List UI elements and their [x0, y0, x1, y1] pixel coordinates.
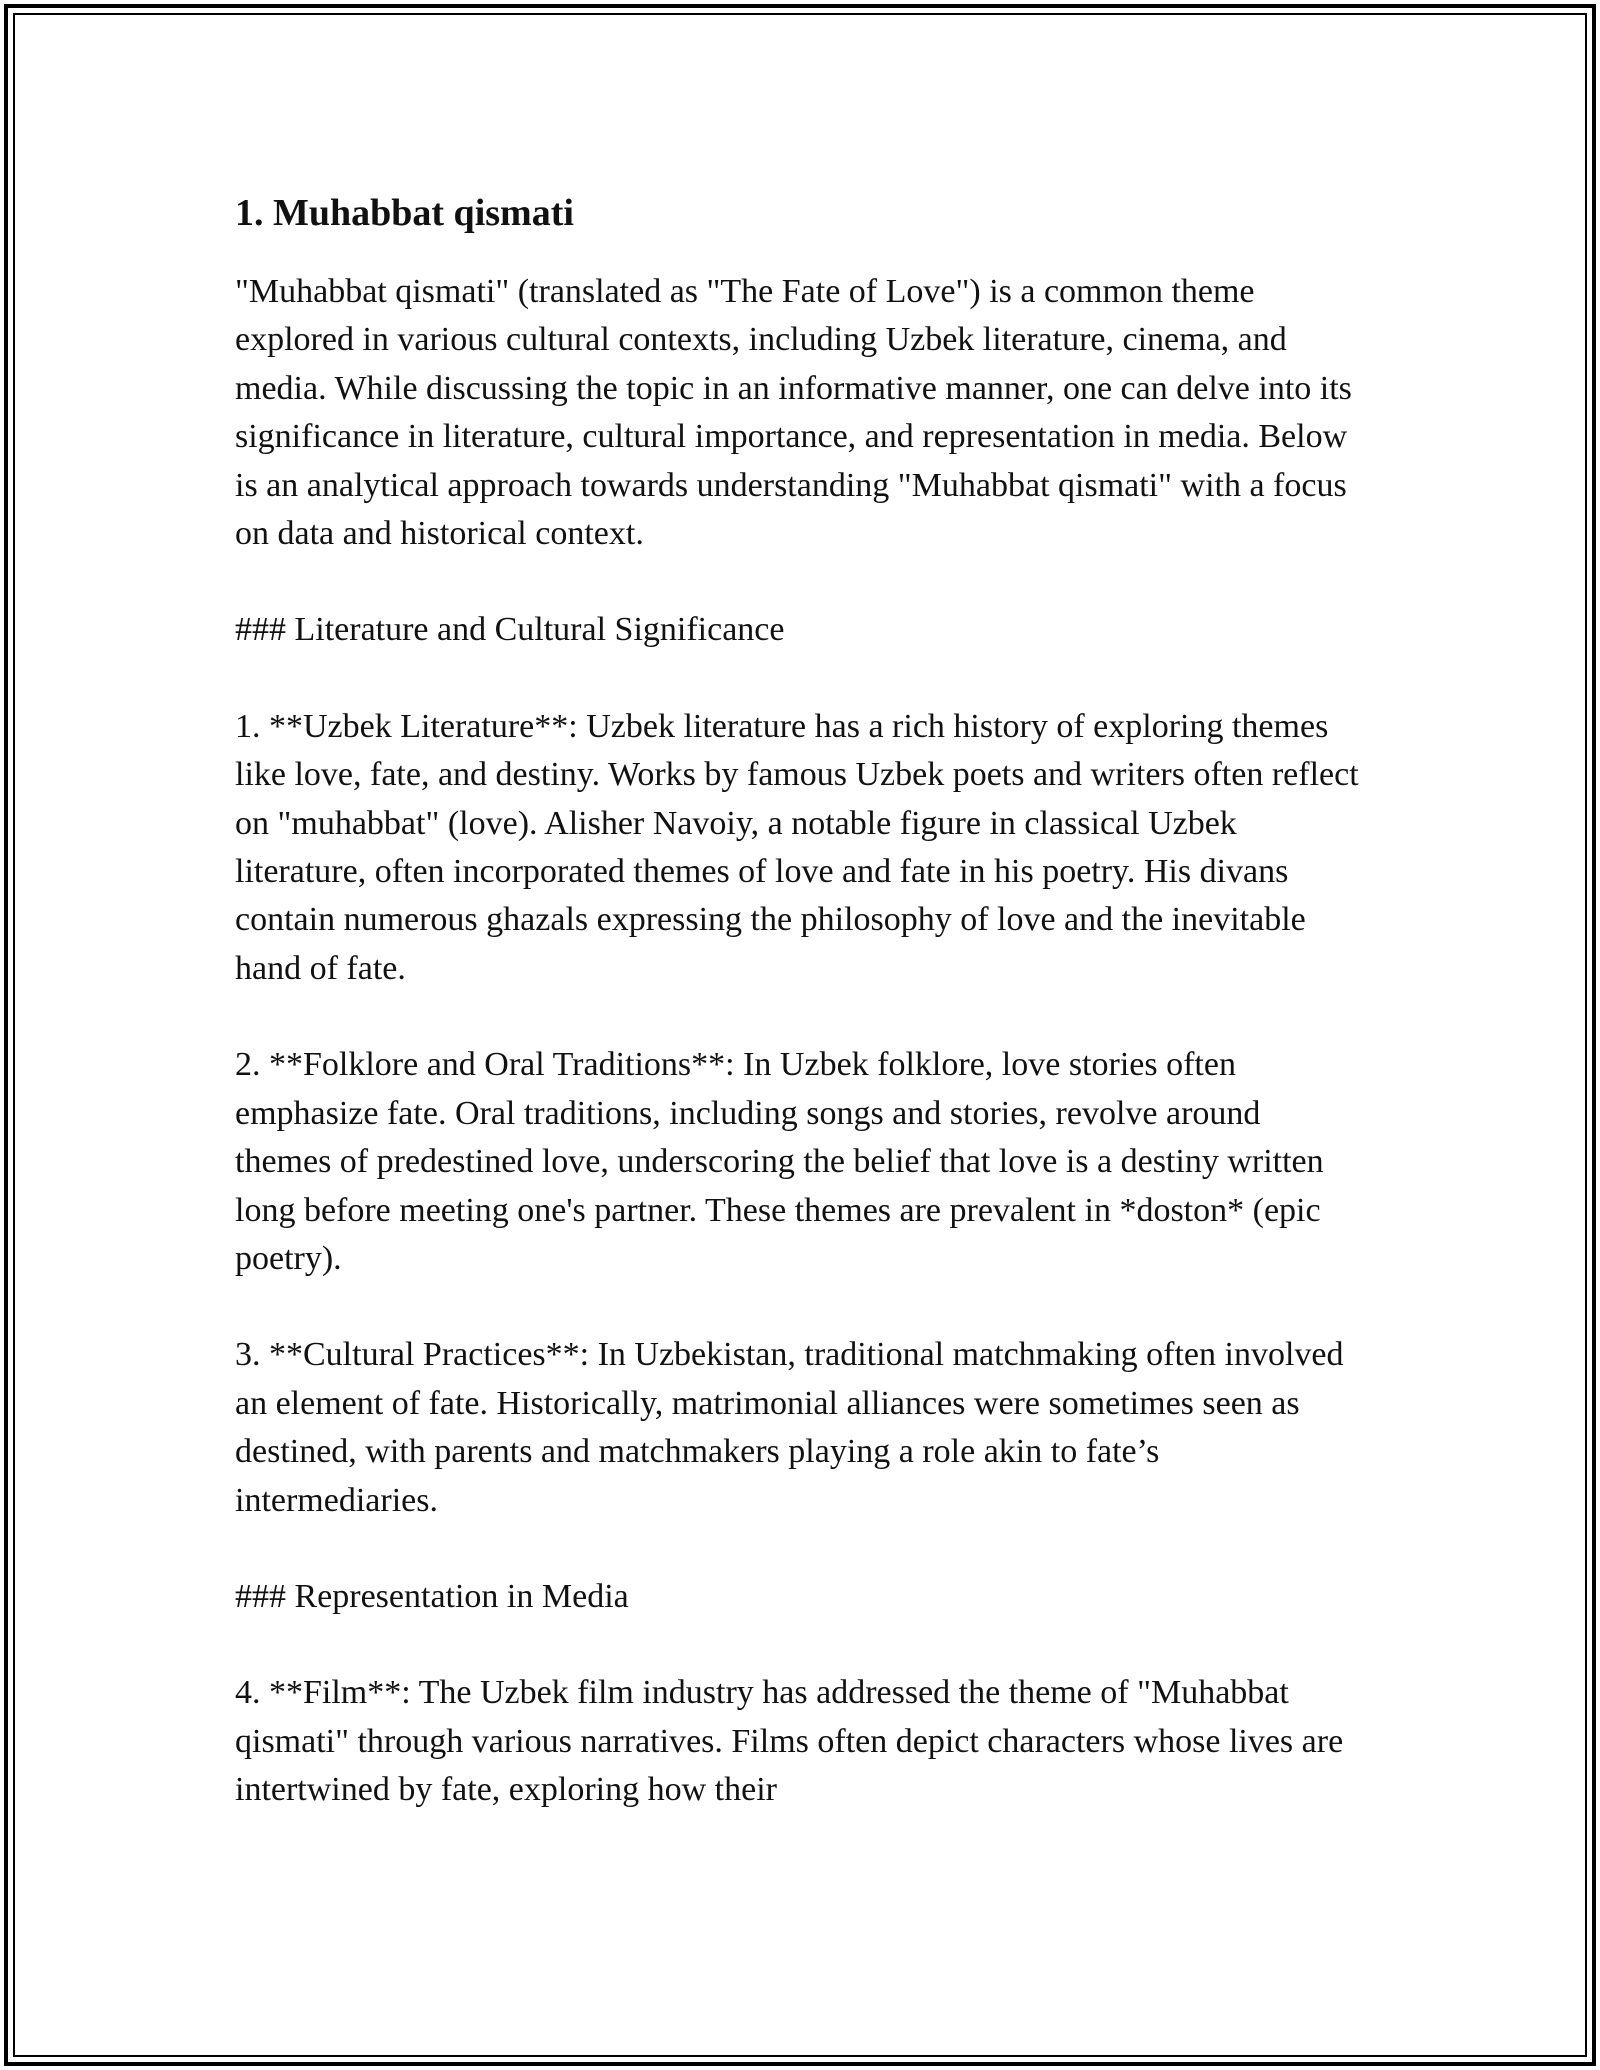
list-item-folklore: 2. **Folklore and Oral Traditions**: In Uzbek folklore, love stories often emphasize fate. Oral traditions, including songs and stories, revolve around themes of predestined love, underscoring the belief that love is a destiny written long before meeting one's partner. These themes are prevalent in *doston* (epic poetry). — [235, 1046, 1324, 1277]
document-body — [235, 188, 1365, 1863]
intro-paragraph: "Muhabbat qismati" (translated as "The Fate of Love") is a common theme explored in various cultural contexts, including Uzbek literature, cinema, and media. While discussing the topic in an informative manner, one can delve into its significance in literature, cultural importance, and representation in media. Below is an analytical approach towards understanding "Muhabbat qismati" with a focus on data and historical context. — [235, 273, 1352, 553]
list-item-cultural-practices: 3. **Cultural Practices**: In Uzbekistan, traditional matchmaking often involved an element of fate. Historically, matrimonial alliances were sometimes seen as destined, with parents and matchmakers playing a role akin to fate’s intermediaries. — [235, 1336, 1344, 1519]
list-item-uzbek-literature: 1. **Uzbek Literature**: Uzbek literature has a rich history of exploring themes like love, fate, and destiny. Works by famous Uzbek poets and writers often reflect on "muhabbat" (love). Alisher Navoiy, a notable figure in classical Uzbek literature, often incorporated themes of love and fate in his poetry. His divans contain numerous ghazals expressing the philosophy of love and the inevitable hand of fate. — [235, 707, 1359, 987]
list-item-film: 4. **Film**: The Uzbek film industry has addressed the theme of "Muhabbat qismati" through various narratives. Films often depict characters whose lives are intertwined by fate, exploring how their — [235, 1674, 1344, 1809]
section-heading-literature: ### Literature and Cultural Significance — [235, 611, 785, 649]
document-title: 1. Muhabbat qismati — [235, 192, 574, 234]
section-heading-media: ### Representation in Media — [235, 1577, 629, 1615]
